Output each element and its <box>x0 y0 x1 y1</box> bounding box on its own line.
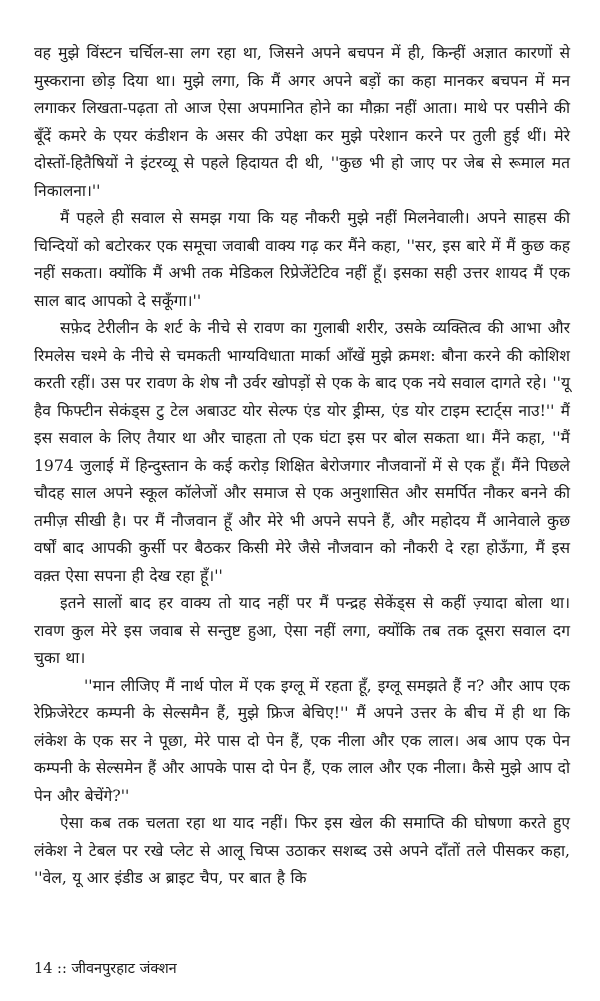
paragraph-ravan-questions: सफ़ेद टेरीलीन के शर्ट के नीचे से रावण का गुलाबी शरीर, उसके व्यक्तित्व की आभा और रिमलेस चश्मे के नीचे से चमकती भाग्यविधाता मार्का आँखें मुझे क्रमश: बौना करने की कोशिश करती रहीं। उस पर रावण के शेष नौ उर्वर खोपड़ों से एक के बाद एक नये सवाल दागते रहे। ''यू हैव फिफ्टीन सेकंड्स टु टेल अबाउट योर सेल्फ एंड योर ड्रीम्स, एंड योर टाइम स्टार्ट्स नाउ!'' मैं इस सवाल के लिए तैयार था और चाहता तो एक घंटा इस पर बोल सकता था। मैंने कहा, ''मैं 1974 जुलाई में हिन्दुस्तान के कई करोड़ शिक्षित बेरोजगार नौजवानों में से एक हूँ। मैंने पिछले चौदह साल अपने स्कूल कॉलेजों और समाज से एक अनुशासित और समर्पित नौकर बनने की तमीज़ सीखी है। पर मैं नौजवान हूँ और मेरे भी अपने सपने हैं, और महोदय मैं आनेवाले कुछ वर्षों बाद आपकी कुर्सी पर बैठकर किसी मेरे जैसे नौजवान को नौकरी दे रहा होऊँगा, मैं इस वक़्त ऐसा सपना ही देख रहा हूँ।'' <box>34 319 570 585</box>
paragraph-game-end: ऐसा कब तक चलता रहा था याद नहीं। फिर इस खेल की समाप्ति की घोषणा करते हुए लंकेश ने टेबल पर रखे प्लेट से आलू चिप्स उठाकर सशब्द उसे अपने दाँतों तले पीसकर कहा, ''वेल, यू आर इंडीड अ ब्राइट चैप, पर बात है कि <box>34 814 570 887</box>
paragraph-fifteen-seconds: इतने सालों बाद हर वाक्य तो याद नहीं पर मैं पन्द्रह सेकेंड्स से कहीं ज़्यादा बोला था। रावण कुल मेरे इस जवाब से सन्तुष्ट हुआ, ऐसा नहीं लगा, क्योंकि तब तक दूसरा सवाल दग चुका था। <box>34 594 570 667</box>
paragraph-first-question: मैं पहले ही सवाल से समझ गया कि यह नौकरी मुझे नहीं मिलनेवाली। अपने साहस की चिन्दियों को बटोरकर एक समूचा जवाबी वाक्य गढ़ कर मैंने कहा, ''सर, इस बारे में मैं कुछ कह नहीं सकता। क्योंकि मैं अभी तक मेडिकल रिप्रेजेंटेटिव नहीं हूँ। इसका सही उत्तर शायद मैं एक साल बाद आपको दे सकूँगा।'' <box>34 209 570 310</box>
paragraph-igloo-question: ''मान लीजिए मैं नार्थ पोल में एक इग्लू में रहता हूँ, इग्लू समझते हैं न? और आप एक रेफ्रिजेरेटर कम्पनी के सेल्समैन हैं, मुझे फ्रिज बेचिए!'' मैं अपने उत्तर के बीच में ही था कि लंकेश के एक सर ने पूछा, मेरे पास दो पेन हैं, एक नीला और एक लाल। अब आप एक पेन कम्पनी के सेल्समेन हैं और आपके पास दो पेन हैं, एक लाल और एक नीला। कैसे मुझे आप दो पेन और बेचेंगे?'' <box>34 676 570 805</box>
book-page-body <box>34 40 570 893</box>
page-footer-folio: 14 :: जीवनपुरहाट जंक्शन <box>34 961 177 977</box>
paragraph-churchill: वह मुझे विंस्टन चर्चिल-सा लग रहा था, जिसने अपने बचपन में ही, किन्हीं अज्ञात कारणों से मुस्कराना छोड़ दिया था। मुझे लगा, कि मैं अगर अपने बड़ों का कहा मानकर बचपन में मन लगाकर लिखता-पढ़ता तो आज ऐसा अपमानित होने का मौक़ा नहीं आता। माथे पर पसीने की बूँदें कमरे के एयर कंडीशन के असर की उपेक्षा कर मुझे परेशान करने पर तुली हुई थीं। मेरे दोस्तों-हितैषियों ने इंटरव्यू से पहले हिदायत दी थी, ''कुछ भी हो जाए पर जेब से रूमाल मत निकालना।'' <box>34 44 570 200</box>
